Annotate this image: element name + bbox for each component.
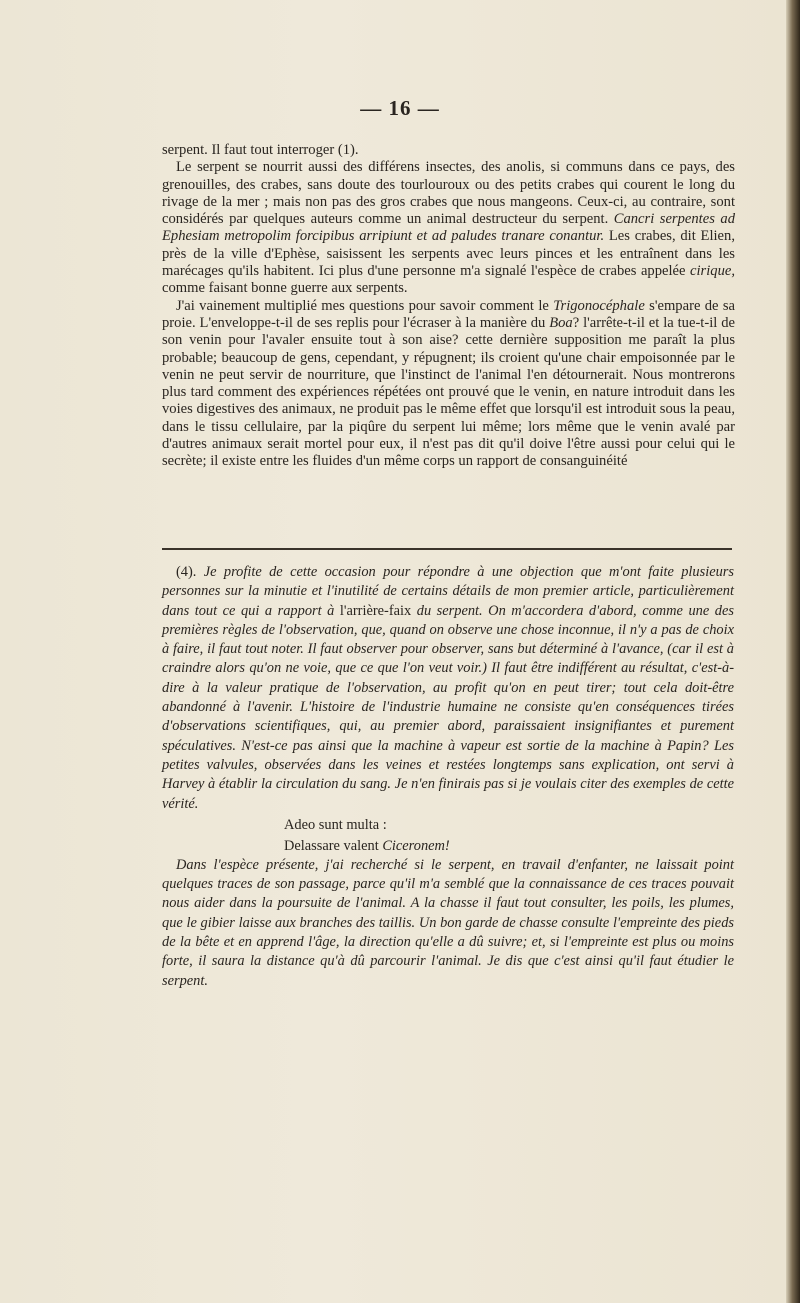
- paragraph-2: Le serpent se nourrit aussi des différens insectes, des anolis, si communs dans ce pays, des grenouilles, des crabes, sans doute des tourlouroux ou des petits crabes qui courent le long du rivage de la mer ; mais non pas des gros crabes que nous mangeons. Ceux-ci, au contraire, sont considérés par quelques auteurs comme un animal destructeur du serpent. Cancri serpentes ad Ephesiam metropolim forcipibus arripiunt et ad paludes tranare conantur. Les crabes, dit Elien, près de la ville d'Ephèse, saisissent les serpents avec leurs pinces et les entraînent dans les marécages qu'ils habitent. Ici plus d'une personne m'a signalé l'espèce de crabes appelée cirique, comme faisant bonne guerre aux serpents.: [162, 159, 735, 297]
- footnote-marker: (4).: [176, 564, 197, 580]
- footnote-divider: [162, 548, 732, 550]
- boa-term: Boa: [549, 314, 573, 331]
- page-number: — 16 —: [360, 96, 440, 120]
- main-text: [162, 142, 735, 471]
- latin-verse-1: Adeo sunt multa :: [284, 816, 387, 833]
- latin-verse-2: Delassare valent Ciceronem!: [284, 837, 450, 854]
- paragraph-1: serpent. Il faut tout interroger (1).: [162, 142, 359, 158]
- trigonocephale-term: Trigonocéphale: [553, 297, 645, 314]
- footnote-paragraph-2: Dans l'espèce présente, j'ai recherché si le serpent, en travail d'enfanter, ne laissait point quelques traces de son passage, parce qu'il m'a semblé que la connaissance de ces traces pouvait nous aider dans la poursuite de l'animal. A la chasse il faut tout consulter, les poils, les plumes, que le gibier laisse aux branches des taillis. Un bon garde de chasse consulte l'empreinte des pieds de la bête et en apprend l'âge, la direction qu'elle a dû suivre; et, si l'empreinte est plus ou moins forte, il saura la distance qu'à dû parcourir l'animal. Je dis que c'est ainsi qu'il faut étudier le serpent.: [162, 856, 734, 989]
- cirique-term: cirique,: [690, 263, 735, 280]
- latin-quote: Cancri serpentes ad Ephesiam metropolim forcipibus arripiunt et ad paludes tranare conantur.: [162, 211, 735, 245]
- page-edge-shadow: [786, 0, 800, 1303]
- paragraph-3: J'ai vainement multiplié mes questions pour savoir comment le Trigonocéphale s'empare de sa proie. L'enveloppe-t-il de ses replis pour l'écraser à la manière du Boa? l'arrête-t-il et la tue-t-il de son venin pour l'avaler ensuite tout à son aise? cette dernière supposition me paraît la plus probable; beaucoup de gens, cependant, y répugnent; ils croient qu'une chair empoisonnée par le venin ne peut servir de nourriture, que l'instinct de l'animal l'en détournerait. Nous montrerons plus tard comment des expériences répétées ont prouvé que le venin, en nature introduit dans les voies digestives des animaux, ne produit pas le même effet que lorsqu'il est introduit sous la peau, dans le tissu cellulaire, par la piqûre du serpent lui même; lors même que le venin avalé par d'autres animaux serait mortel pour eux, il n'est pas dit qu'il doive l'être aussi pour celui qui le secrète; il existe entre les fluides d'un même corps un rapport de consanguinéité: [162, 297, 736, 470]
- footnote-paragraph-1: (4). Je profite de cette occasion pour répondre à une objection que m'ont faite plusieurs personnes sur la minutie et l'inutilité de certains détails de mon premier article, particulièrement dans tout ce qui a rapport à l'arrière-faix du serpent. On m'accordera d'abord, comme une des premières règles de l'observation, que, quand on observe une chose inconnue, il n'y a pas de choix à faire, il faut tout noter. Il faut observer pour observer, sans but déterminé à l'avance, (car il est à craindre alors qu'on ne voie, que ce que l'on veut voir.) Il faut être indifférent au résultat, c'est-à-dire à la valeur pratique de l'observation, au profit qu'on en peut tirer; tout cela doit-être abandonné à l'avenir. L'histoire de l'industrie humaine ne consiste qu'en conséquences tirées d'observations scientifiques, qui, au premier abord, paraissaient insignifiantes et purement spéculatives. N'est-ce pas ainsi que la machine à vapeur est sortie de la machine à Papin? Les petites valvules, observées dans les veines et restées longtemps sans explication, ont servi à Harvey à établir la circulation du sang. Je n'en finirais pas si je voulais citer des exemples de cette vérité.: [162, 564, 734, 812]
- footnote: [162, 563, 734, 991]
